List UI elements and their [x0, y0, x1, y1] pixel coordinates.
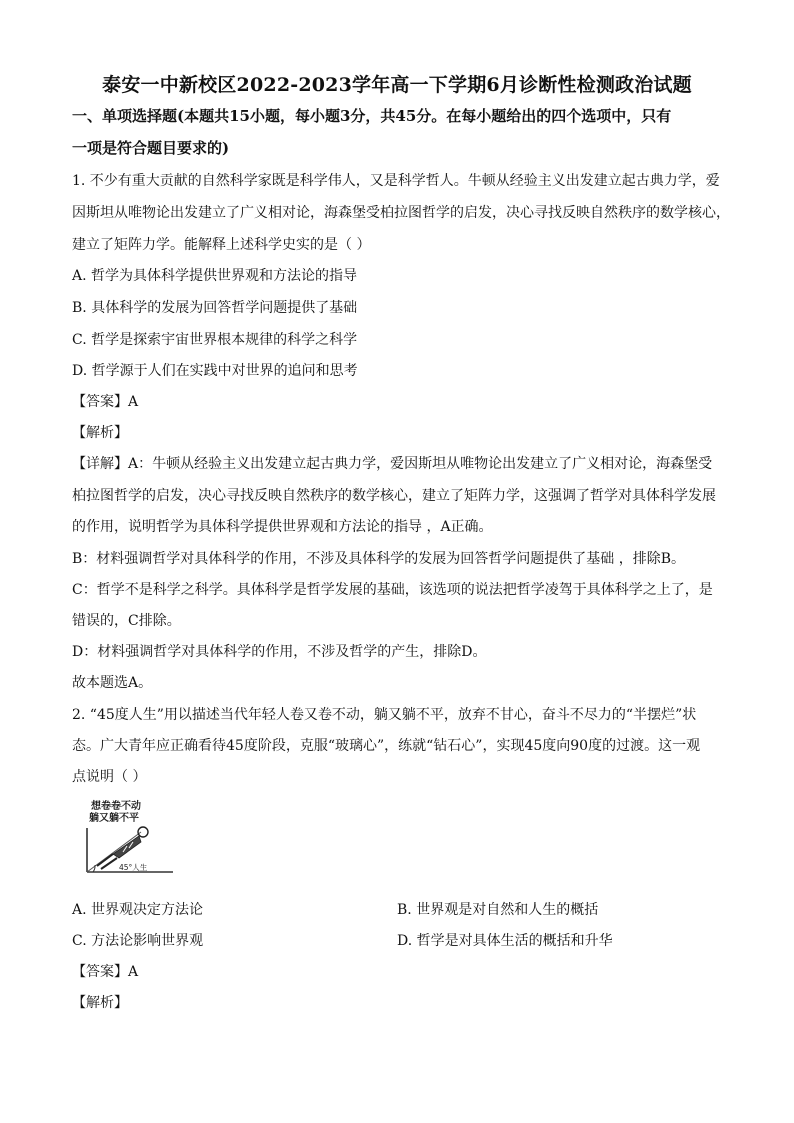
section-heading-line1: 一、单项选择题(本题共15小题，每小题3分，共45分。在每小题给出的四个选项中，只有: [72, 107, 672, 125]
q1-option-d: D. 哲学源于人们在实践中对世界的追问和思考: [72, 363, 358, 379]
figure-label: 45°人生: [119, 863, 148, 872]
q1-detail-line3: 的作用，说明哲学为具体科学提供世界观和方法论的指导 ，A正确。: [72, 519, 493, 535]
q1-detail-line8: 故本题选A。: [72, 675, 153, 691]
figure-caption-line1: 想卷卷不动: [91, 801, 141, 812]
q1-detail-line6: 错误的，C排除。: [72, 613, 181, 629]
q2-option-d: D. 哲学是对具体生活的概括和升华: [397, 933, 613, 949]
q1-option-b: B. 具体科学的发展为回答哲学问题提供了基础: [72, 300, 358, 316]
q1-detail-line5: C：哲学不是科学之科学。具体科学是哲学发展的基础，该选项的说法把哲学凌驾于具体科学之上了，是: [72, 582, 713, 598]
q1-stem-line1: 1. 不少有重大贡献的自然科学家既是科学伟人，又是科学哲人。牛顿从经验主义出发建立起古典力学，爱: [72, 173, 720, 189]
q2-option-c: C. 方法论影响世界观: [72, 933, 204, 949]
page-title: 泰安一中新校区2022-2023学年高一下学期6月诊断性检测政治试题: [102, 74, 692, 96]
q1-option-c: C. 哲学是探索宇宙世界根本规律的科学之科学: [72, 332, 358, 348]
figure-angle-arc: [93, 865, 95, 872]
q1-detail-line7: D：材料强调哲学对具体科学的作用，不涉及哲学的产生，排除D。: [72, 644, 487, 660]
q2-option-b: B. 世界观是对自然和人生的概括: [397, 902, 599, 918]
q2-option-a: A. 世界观决定方法论: [72, 902, 204, 918]
q1-detail-line1: 【详解】A：牛顿从经验主义出发建立起古典力学，爱因斯坦从唯物论出发建立了广义相对论，海森堡受: [72, 456, 713, 472]
q1-stem-line2: 因斯坦从唯物论出发建立了广义相对论，海森堡受柏拉图哲学的启发，决心寻找反映自然秩序的数学核心，: [72, 205, 730, 221]
section-heading-line2: 一项是符合题目要求的): [72, 139, 230, 157]
q1-option-a: A. 哲学为具体科学提供世界观和方法论的指导: [72, 268, 358, 284]
q1-detail-line2: 柏拉图哲学的启发，决心寻找反映自然秩序的数学核心，建立了矩阵力学，这强调了哲学对具体科学发展: [72, 488, 716, 504]
q1-answer: 【答案】A: [72, 394, 139, 410]
q2-stem-line2: 态。广大青年应正确看待45度阶段，克服“玻璃心”，练就“钻石心”，实现45度向90度的过渡。这一观: [72, 738, 701, 754]
q2-stem-line3: 点说明（ ）: [72, 769, 147, 785]
q1-stem-line3: 建立了矩阵力学。能解释上述科学史实的是（ ）: [72, 237, 371, 253]
q2-answer: 【答案】A: [72, 964, 139, 980]
q2-analysis-label: 【解析】: [72, 995, 128, 1011]
cartoon-figure: [83, 798, 175, 876]
q1-detail-line4: B：材料强调哲学对具体科学的作用，不涉及具体科学的发展为回答哲学问题提供了基础 ，排除B。: [72, 551, 686, 567]
figure-caption-line2: 躺又躺不平: [89, 813, 139, 824]
q1-analysis-label: 【解析】: [72, 425, 128, 441]
q2-stem-line1: 2. “45度人生”用以描述当代年轻人卷又卷不动，躺又躺不平，放弃不甘心，奋斗不尽力的“半摆烂”状: [72, 707, 697, 723]
